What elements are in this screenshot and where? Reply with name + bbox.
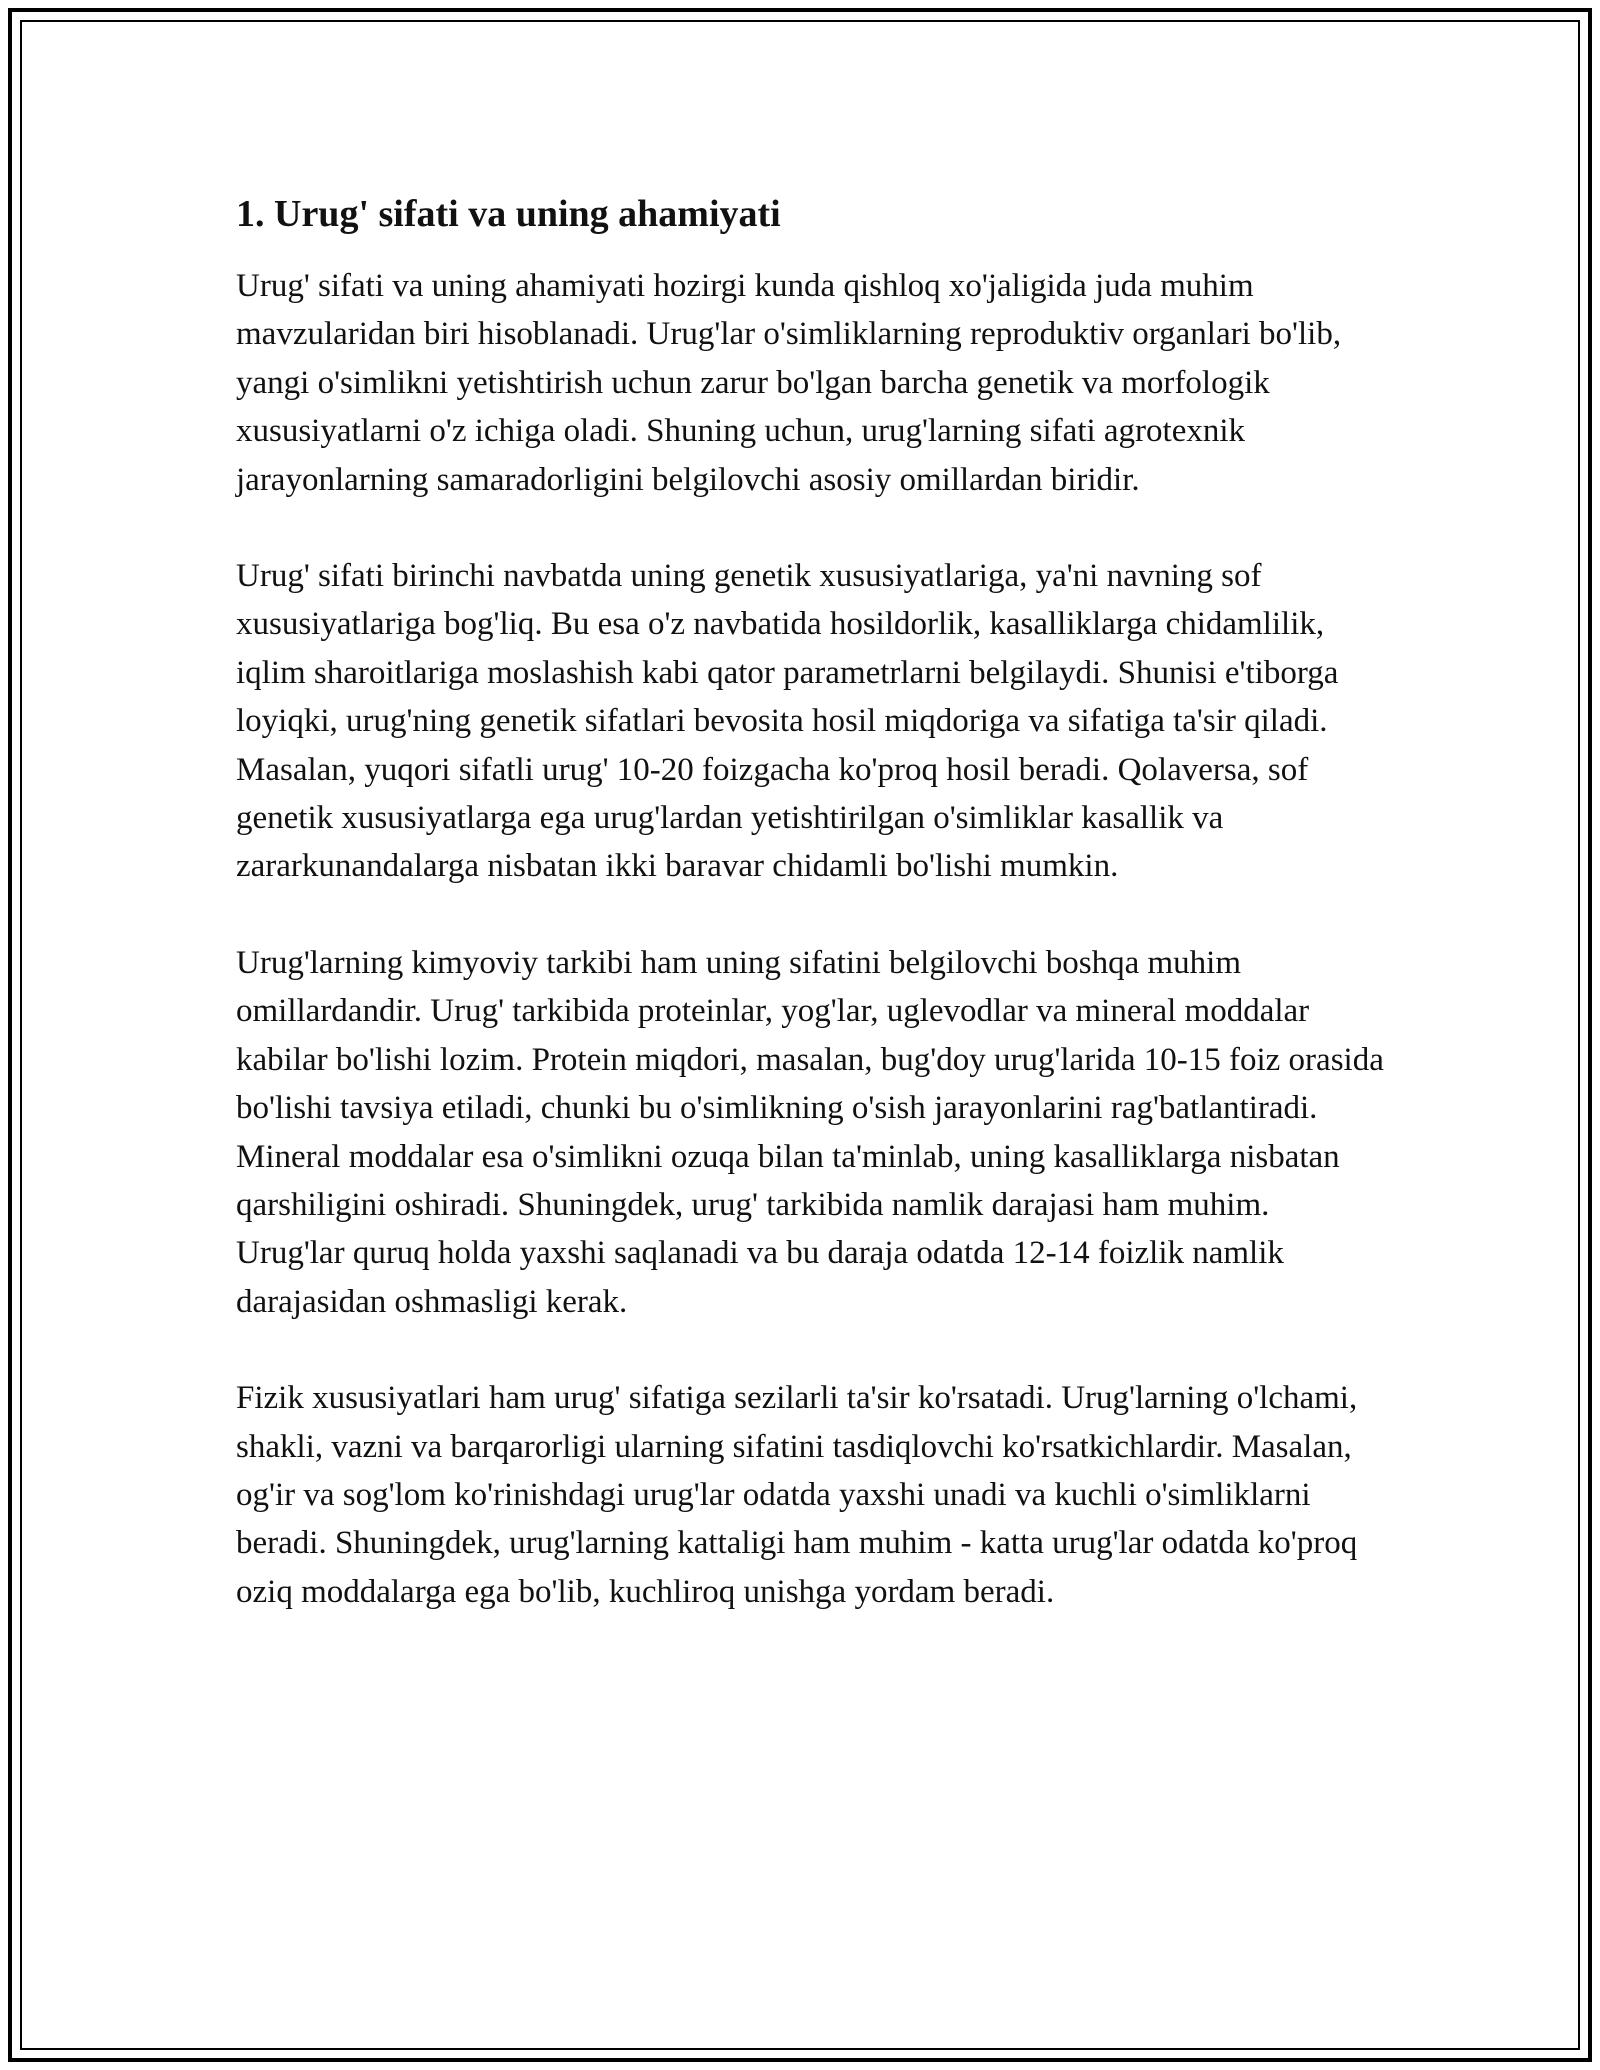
paragraph-2: Urug' sifati birinchi navbatda uning genetik xususiyatlariga, ya'ni navning sof xususiyatlariga bog'liq. Bu esa o'z navbatida hosildorlik, kasalliklarga chidamlilik, iqlim sharoitlariga moslashish kabi qator parametrlarni belgilaydi. Shunisi e'tiborga loyiqki, urug'ning genetik sifatlari bevosita hosil miqdoriga va sifatiga ta'sir qiladi. Masalan, yuqori sifatli urug' 10-20 foizgacha ko'proq hosil beradi. Qolaversa, sof genetik xususiyatlarga ega urug'lardan yetishtirilgan o'simliklar kasallik va zararkunandalarga nisbatan ikki baravar chidamli bo'lishi mumkin.: [236, 558, 1339, 885]
paragraph-1: Urug' sifati va uning ahamiyati hozirgi kunda qishloq xo'jaligida juda muhim mavzularidan biri hisoblanadi. Urug'lar o'simliklarning reproduktiv organlari bo'lib, yangi o'simlikni yetishtirish uchun zarur bo'lgan barcha genetik va morfologik xususiyatlarni o'z ichiga oladi. Shuning uchun, urug'larning sifati agrotexnik jarayonlarning samaradorligini belgilovchi asosiy omillardan biridir.: [236, 268, 1342, 498]
section-heading: 1. Urug' sifati va uning ahamiyati: [236, 193, 781, 235]
document-body: [236, 186, 1386, 1664]
paragraph-4: Fizik xususiyatlari ham urug' sifatiga sezilarli ta'sir ko'rsatadi. Urug'larning o'lchami, shakli, vazni va barqarorligi ularning sifatini tasdiqlovchi ko'rsatkichlardir. Masalan, og'ir va sog'lom ko'rinishdagi urug'lar odatda yaxshi unadi va kuchli o'simliklarni beradi. Shuningdek, urug'larning kattaligi ham muhim - katta urug'lar odatda ko'proq oziq moddalarga ega bo'lib, kuchliroq unishga yordam beradi.: [236, 1380, 1358, 1610]
paragraph-3: Urug'larning kimyoviy tarkibi ham uning sifatini belgilovchi boshqa muhim omillardandir. Urug' tarkibida proteinlar, yog'lar, uglevodlar va mineral moddalar kabilar bo'lishi lozim. Protein miqdori, masalan, bug'doy urug'larida 10-15 foiz orasida bo'lishi tavsiya etiladi, chunki bu o'simlikning o'sish jarayonlarini rag'batlantiradi. Mineral moddalar esa o'simlikni ozuqa bilan ta'minlab, uning kasalliklarga nisbatan qarshiligini oshiradi. Shuningdek, urug' tarkibida namlik darajasi ham muhim. Urug'lar quruq holda yaxshi saqlanadi va bu daraja odatda 12-14 foizlik namlik darajasidan oshmasligi kerak.: [236, 944, 1384, 1320]
